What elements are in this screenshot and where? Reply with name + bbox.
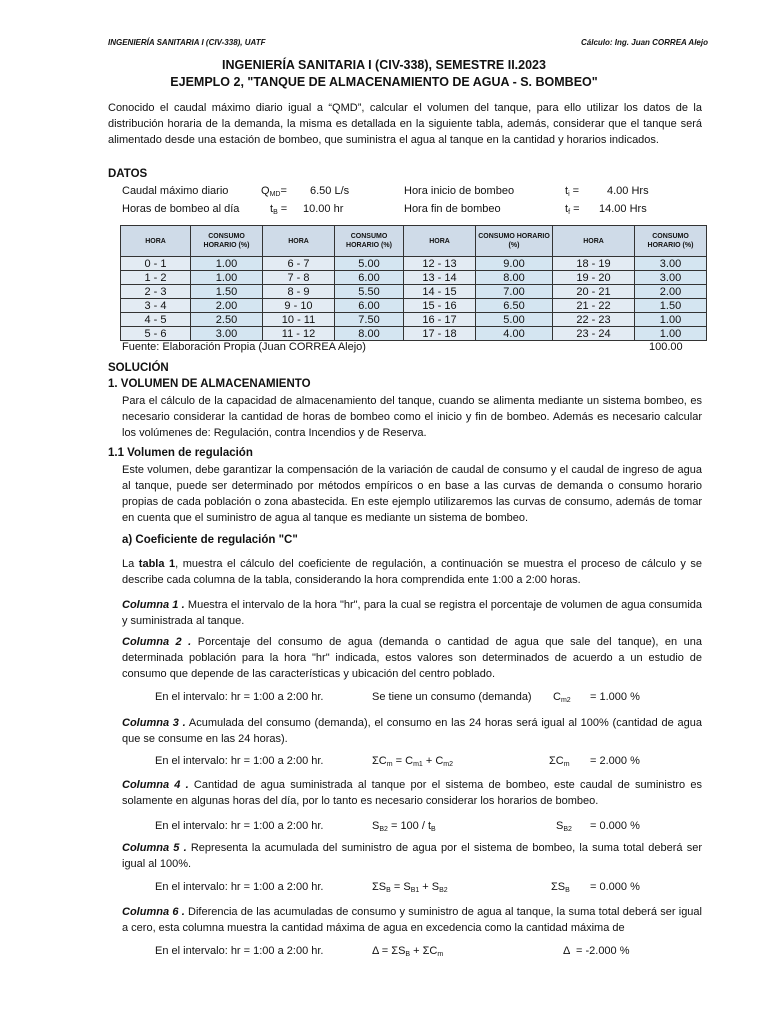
eq6-result: = -2.000 %: [576, 945, 630, 957]
subsection-a-heading: a) Coeficiente de regulación "C": [122, 534, 298, 546]
eq6-symbol: Δ: [563, 945, 571, 957]
hour-cell: 18 - 19: [553, 257, 635, 271]
horas-label: Horas de bombeo al día: [122, 203, 240, 215]
consumption-cell: 1.00: [191, 257, 263, 271]
hour-cell: 6 - 7: [263, 257, 335, 271]
col-header-consumo: CONSUMO HORARIO (%): [476, 226, 553, 257]
consumption-cell: 7.00: [476, 285, 553, 299]
col-header-hora: HORA: [121, 226, 191, 257]
hour-cell: 20 - 21: [553, 285, 635, 299]
consumption-cell: 6.00: [335, 271, 404, 285]
consumption-cell: 4.00: [476, 327, 553, 341]
eq4-symbol: $S_{B2}$: [556, 820, 572, 833]
fin-value: 14.00 Hrs: [599, 203, 647, 215]
consumption-cell: 5.50: [335, 285, 404, 299]
hour-cell: 19 - 20: [553, 271, 635, 285]
title-line-1: INGENIERÍA SANITARIA I (CIV-338), SEMESTRE II.2023: [222, 58, 546, 72]
consumption-cell: 2.00: [191, 299, 263, 313]
eq3-formula: $\Sigma C_m = C_{m1} + C_{m2}$: [372, 755, 454, 768]
consumption-cell: 3.00: [635, 271, 707, 285]
hour-cell: 7 - 8: [263, 271, 335, 285]
hour-cell: 1 - 2: [121, 271, 191, 285]
consumption-cell: 5.00: [476, 313, 553, 327]
eq5-symbol: $\Sigma S_B$: [551, 881, 570, 894]
hour-cell: 13 - 14: [404, 271, 476, 285]
datos-heading: DATOS: [108, 168, 148, 180]
hour-cell: 17 - 18: [404, 327, 476, 341]
consumption-cell: 9.00: [476, 257, 553, 271]
section-1-1-heading: 1.1 Volumen de regulación: [108, 447, 253, 459]
eq6-interval: En el intervalo: hr = 1:00 a 2:00 hr.: [155, 945, 324, 957]
eq2-symbol: $C_{m2}$: [553, 691, 571, 704]
consumption-cell: 1.50: [191, 285, 263, 299]
col-header-hora: HORA: [404, 226, 476, 257]
hour-cell: 16 - 17: [404, 313, 476, 327]
header-right: Cálculo: Ing. Juan CORREA Alejo: [581, 38, 708, 47]
consumption-cell: 6.50: [476, 299, 553, 313]
hour-cell: 2 - 3: [121, 285, 191, 299]
table-row: [121, 299, 707, 313]
fin-symbol: $t_f$ =: [565, 203, 580, 216]
consumption-cell: 1.50: [635, 299, 707, 313]
horas-symbol: $t_B$ =: [270, 203, 288, 216]
columna-5-paragraph: Columna 5 . Representa la acumulada del suministro de agua por el sistema de bombeo, la suma total deberá ser igual al 100%.: [122, 842, 702, 870]
inicio-value: 4.00 Hrs: [607, 185, 649, 197]
horas-value: 10.00 hr: [303, 203, 344, 215]
eq3-interval: En el intervalo: hr = 1:00 a 2:00 hr.: [155, 755, 324, 767]
consumption-cell: 1.00: [635, 327, 707, 341]
demand-distribution-table: [120, 225, 707, 341]
eq4-result: = 0.000 %: [590, 820, 640, 832]
eq2-description: Se tiene un consumo (demanda): [372, 691, 532, 703]
hour-cell: 0 - 1: [121, 257, 191, 271]
consumption-cell: 3.00: [635, 257, 707, 271]
consumption-cell: 1.00: [191, 271, 263, 285]
col-header-hora: HORA: [263, 226, 335, 257]
caudal-label: Caudal máximo diario: [122, 185, 229, 197]
eq3-result: = 2.000 %: [590, 755, 640, 767]
table-header-row: [121, 226, 707, 257]
hour-cell: 8 - 9: [263, 285, 335, 299]
hour-cell: 14 - 15: [404, 285, 476, 299]
caudal-symbol: $Q_{MD}=$: [261, 185, 287, 198]
hour-cell: 21 - 22: [553, 299, 635, 313]
consumption-cell: 8.00: [335, 327, 404, 341]
hour-cell: 3 - 4: [121, 299, 191, 313]
consumption-cell: 6.00: [335, 299, 404, 313]
intro-paragraph: Conocido el caudal máximo diario igual a “QMD”, calcular el volumen del tanque, para ello utilizar los datos de la distribución horaria de la demanda, la misma es detallada en la siguiente tabla, además, considerar que el tanque será alimentado desde una estación de bombeo, que suministra el agua al tanque en la cantidad y horarios indicados.: [108, 102, 702, 146]
consumption-cell: 1.00: [635, 313, 707, 327]
hour-cell: 23 - 24: [553, 327, 635, 341]
eq6-formula: $\Delta = \Sigma S_B + \Sigma C_m$: [372, 945, 444, 958]
columna-6-paragraph: Columna 6 . Diferencia de las acumuladas de consumo y suministro de agua al tanque, la suma total deberá ser igual a cero, esta columna muestra la cantidad máxima de agua en excedencia como la cantidad máxima de: [122, 906, 702, 934]
table-row: [121, 271, 707, 285]
columna-4-paragraph: Columna 4 . Cantidad de agua suministrada al tanque por el sistema de bombeo, este caudal de suministro es solamente en algunas horas del día, por lo tanto es necesario considerar los horarios de bombeo.: [122, 779, 702, 807]
table-row: [121, 327, 707, 341]
consumption-cell: 2.00: [635, 285, 707, 299]
fin-label: Hora fin de bombeo: [404, 203, 501, 215]
columna-3-paragraph: Columna 3 . Acumulada del consumo (demanda), el consumo en las 24 horas será igual al 100% (cantidad de agua que se consume en las 24 horas).: [122, 717, 702, 745]
consumption-cell: 5.00: [335, 257, 404, 271]
section-1-heading: 1. VOLUMEN DE ALMACENAMIENTO: [108, 378, 311, 390]
table-row: [121, 257, 707, 271]
hour-cell: 22 - 23: [553, 313, 635, 327]
hour-cell: 10 - 11: [263, 313, 335, 327]
eq5-formula: $\Sigma S_B = S_{B1} + S_{B2}$: [372, 881, 448, 894]
tabla-paragraph: La tabla 1, muestra el cálculo del coeficiente de regulación, a continuación se muestra el proceso de cálculo y se describe cada columna de la tabla, considerando la hora comprendida ente 1:00 a 2:00 horas.: [122, 558, 702, 586]
consumption-cell: 3.00: [191, 327, 263, 341]
table-row: [121, 285, 707, 299]
eq4-formula: $S_{B2} = 100 / t_B$: [372, 820, 436, 833]
col-header-hora: HORA: [553, 226, 635, 257]
hour-cell: 12 - 13: [404, 257, 476, 271]
eq2-result: = 1.000 %: [590, 691, 640, 703]
col-header-consumo: CONSUMO HORARIO (%): [335, 226, 404, 257]
hour-cell: 9 - 10: [263, 299, 335, 313]
table-row: [121, 313, 707, 327]
eq4-interval: En el intervalo: hr = 1:00 a 2:00 hr.: [155, 820, 324, 832]
inicio-symbol: $t_i$ =: [565, 185, 580, 198]
eq2-interval: En el intervalo: hr = 1:00 a 2:00 hr.: [155, 691, 324, 703]
header-left: INGENIERÍA SANITARIA I (CIV-338), UATF: [108, 38, 266, 47]
eq5-interval: En el intervalo: hr = 1:00 a 2:00 hr.: [155, 881, 324, 893]
col-header-consumo: CONSUMO HORARIO (%): [191, 226, 263, 257]
table-total: 100.00: [649, 341, 683, 353]
solucion-heading: SOLUCIÓN: [108, 362, 169, 374]
col-header-consumo: CONSUMO HORARIO (%): [635, 226, 707, 257]
inicio-label: Hora inicio de bombeo: [404, 185, 515, 197]
eq3-symbol: $\Sigma C_m$: [549, 755, 570, 768]
hour-cell: 4 - 5: [121, 313, 191, 327]
columna-1-paragraph: Columna 1 . Muestra el intervalo de la hora "hr", para la cual se registra el porcentaje de volumen de agua consumida y suministrada al tanque.: [122, 599, 702, 627]
hour-cell: 11 - 12: [263, 327, 335, 341]
columna-2-paragraph: Columna 2 . Porcentaje del consumo de agua (demanda o cantidad de agua que sale del tanque), en una determinada población para la hora "hr" indicada, estos valores son determinados de acuerdo a un estudio de consumo que depende de las características y ubicación del centro poblado.: [122, 636, 703, 680]
title-line-2: EJEMPLO 2, "TANQUE DE ALMACENAMIENTO DE AGUA - S. BOMBEO": [170, 75, 598, 89]
table-source: Fuente: Elaboración Propia (Juan CORREA Alejo): [122, 341, 366, 353]
section-1-1-paragraph: Este volumen, debe garantizar la compensación de la variación de caudal de consumo y el caudal de ingreso de agua al tanque, puede ser determinado por métodos empíricos o en base a las curvas de demanda o consumo horario propias de cada población o zona abastecida. En este ejemplo utilizaremos las curvas de consumo, además de tomar en cuenta que el suministro de agua al tanque es mediante un sistema de bombeo.: [122, 464, 702, 524]
consumption-cell: 8.00: [476, 271, 553, 285]
consumption-cell: 7.50: [335, 313, 404, 327]
hour-cell: 5 - 6: [121, 327, 191, 341]
consumption-cell: 2.50: [191, 313, 263, 327]
eq5-result: = 0.000 %: [590, 881, 640, 893]
caudal-value: 6.50 L/s: [310, 185, 350, 197]
hour-cell: 15 - 16: [404, 299, 476, 313]
section-1-paragraph: Para el cálculo de la capacidad de almacenamiento del tanque, cuando se alimenta mediante un sistema bombeo, es necesario considerar la cantidad de horas de bombeo como el inicio y fin de bombeo. Además es necesario calcular los volúmenes de: Regulación, contra Incendios y de Reserva.: [122, 395, 702, 439]
